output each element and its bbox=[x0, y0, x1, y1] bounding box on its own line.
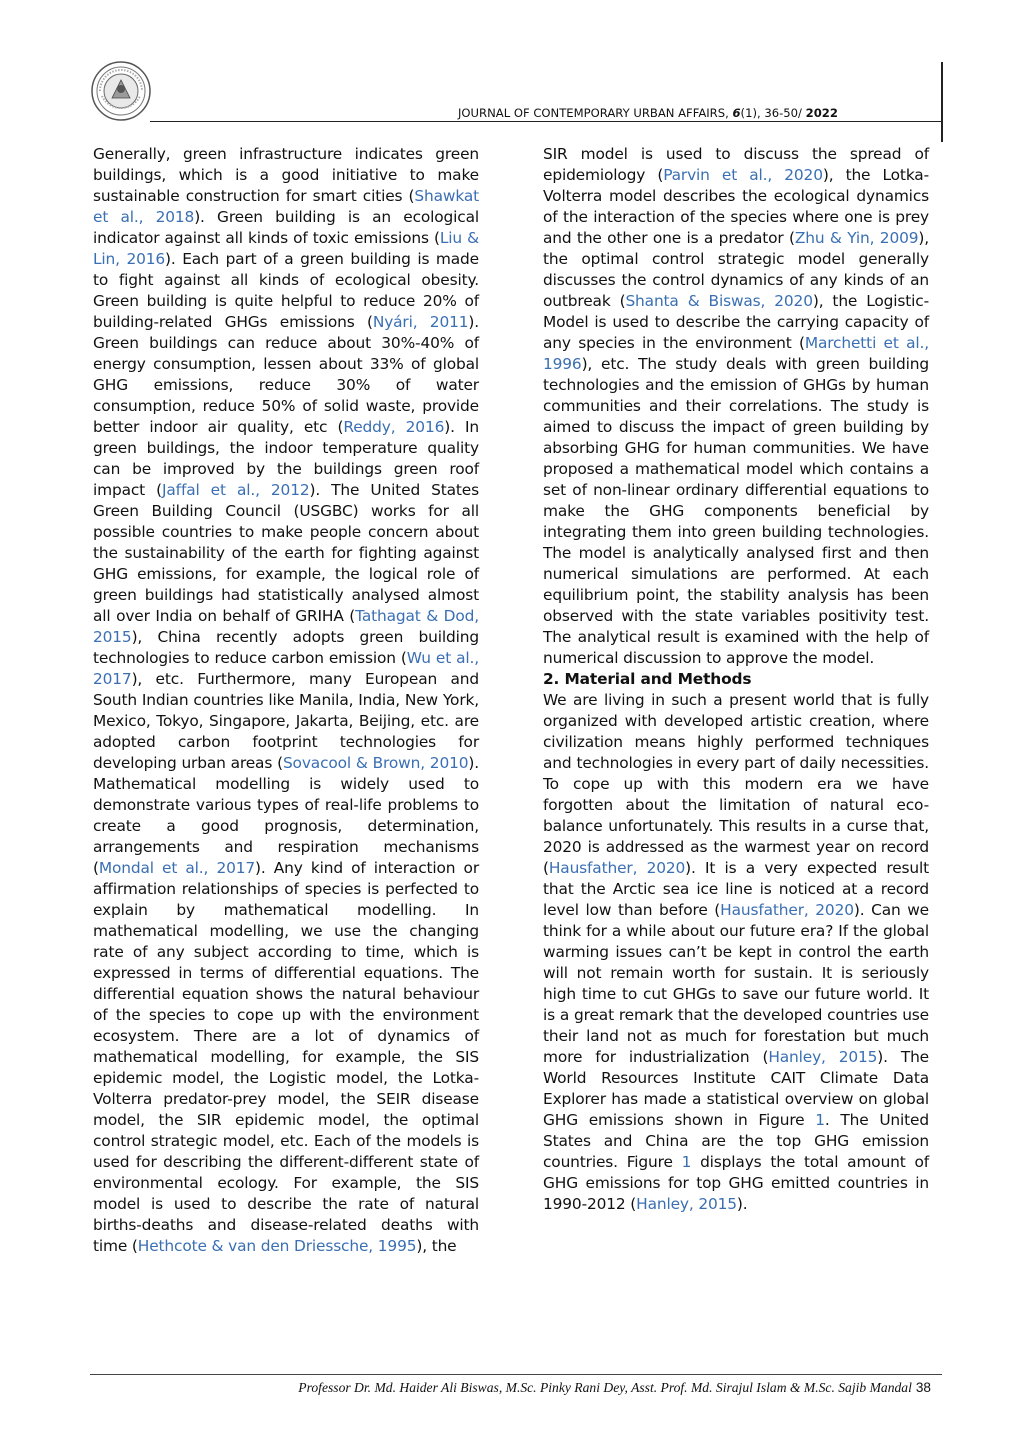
footer-rule bbox=[90, 1374, 942, 1375]
citation-link[interactable]: Hanley, 2015 bbox=[768, 1048, 878, 1066]
citation-link[interactable]: Hethcote & van den Driessche, 1995 bbox=[137, 1237, 417, 1255]
header-rule bbox=[150, 121, 942, 122]
left-column bbox=[93, 144, 479, 1257]
citation-link[interactable]: Liu & Lin, 2016 bbox=[93, 229, 479, 268]
journal-volume: 6 bbox=[732, 106, 741, 120]
citation-link[interactable]: Reddy, 2016 bbox=[343, 418, 445, 436]
citation-link[interactable]: Tathagat & Dod, 2015 bbox=[93, 607, 479, 646]
citation-link[interactable]: Shawkat et al., 2018 bbox=[93, 187, 479, 226]
footer bbox=[298, 1380, 931, 1396]
figure-link[interactable]: 1 bbox=[815, 1111, 825, 1129]
header-vertical-rule bbox=[941, 62, 943, 142]
citation-link[interactable]: Parvin et al., 2020 bbox=[663, 166, 823, 184]
citation-link[interactable]: Hausfather, 2020 bbox=[720, 901, 854, 919]
methods-paragraph: We are living in such a present world that is fully organized with developed artistic creation, where civilization means highly performed techniques and technologies in every part of daily necessities. To cope up with this modern era we have forgotten about the limitation of natural eco-balance unfortunately. This results in a curse that, 2020 is addressed as the warmest year on record (Hausfather, 2020). It is a very expected result that the Arctic sea ice line is noticed at a record level low than before (Hausfather, 2020). Can we think for a while about our future era? If the global warming issues can’t be kept in control the earth will not remain worth for sustain. It is seriously high time to cut GHGs to save our future world. It is a great remark that the developed countries use their land not as much for forestation but much more for industrialization (Hanley, 2015). The World Resources Institute CAIT Climate Data Explorer has made a statistical overview on global GHG emissions shown in Figure 1. The United States and China are the top GHG emission countries. Figure 1 displays the total amount of GHG emissions for top GHG emitted countries in 1990-2012 (Hanley, 2015). bbox=[543, 691, 930, 1213]
citation-link[interactable]: Marchetti et al., 1996 bbox=[543, 334, 929, 373]
citation-link[interactable]: Wu et al., 2017 bbox=[93, 649, 479, 688]
journal-name: JOURNAL OF CONTEMPORARY URBAN AFFAIRS, bbox=[458, 106, 733, 120]
citation-link[interactable]: Hausfather, 2020 bbox=[548, 859, 686, 877]
journal-header bbox=[458, 106, 838, 120]
citation-link[interactable]: Mondal et al., 2017 bbox=[98, 859, 256, 877]
figure-link[interactable]: 1 bbox=[681, 1153, 692, 1171]
right-column bbox=[543, 144, 929, 1215]
footer-authors: Professor Dr. Md. Haider Ali Biswas, M.Sc. Pinky Rani Dey, Asst. Prof. Md. Sirajul Islam & M.Sc. Sajib Mandal bbox=[298, 1380, 912, 1395]
citation-link[interactable]: Shanta & Biswas, 2020 bbox=[625, 292, 813, 310]
models-paragraph: SIR model is used to discuss the spread of epidemiology (Parvin et al., 2020), the Lotka-Volterra model describes the ecological dynamics of the interaction of the species where one is prey and the other one is a predator (Zhu & Yin, 2009), the optimal control strategic model generally discusses the control dynamics of any kinds of an outbreak (Shanta & Biswas, 2020), the Logistic-Model is used to describe the carrying capacity of any species in the environment (Marchetti et al., 1996), etc. The study deals with green building technologies and the emission of GHGs by human communities and their correlations. The study is aimed to discuss the impact of green building by absorbing GHG for human communities. We have proposed a mathematical model which contains a set of non-linear ordinary differential equations to make the GHG components beneficial by integrating them into green building technologies. The model is analytically analysed first and then numerical simulations are performed. At each equilibrium point, the stability analysis has been observed with the state variables positivity test. The analytical result is examined with the help of numerical discussion to approve the model. bbox=[543, 145, 929, 667]
journal-issue-pages: (1), 36-50/ bbox=[740, 106, 806, 120]
journal-seal-logo bbox=[90, 60, 152, 122]
page-number: 38 bbox=[915, 1380, 931, 1395]
intro-paragraph: Generally, green infrastructure indicates green buildings, which is a good initiative to make sustainable construction for smart cities (Shawkat et al., 2018). Green building is an ecological indicator against all kinds of toxic emissions (Liu & Lin, 2016). Each part of a green building is made to fight against all kinds of ecological obesity. Green building is quite helpful to reduce 20% of building-related GHGs emissions (Nyári, 2011). Green buildings can reduce about 30%-40% of energy consumption, lessen about 33% of global GHG emissions, reduce 30% of water consumption, reduce 50% of solid waste, provide better indoor air quality, etc (Reddy, 2016). In green buildings, the indoor temperature quality can be improved by the buildings green roof impact (Jaffal et al., 2012). The United States Green Building Council (USGBC) works for all possible countries to make people concern about the sustainability of the earth for fighting against GHG emissions, for example, the logical role of green buildings had statistically analysed almost all over India on behalf of GRIHA (Tathagat & Dod, 2015), China recently adopts green building technologies to reduce carbon emission (Wu et al., 2017), etc. Furthermore, many European and South Indian countries like Manila, India, New York, Mexico, Tokyo, Singapore, Jakarta, Beijing, etc. are adopted carbon footprint technologies for developing urban areas (Sovacool & Brown, 2010). Mathematical modelling is widely used to demonstrate various types of real-life problems to create a good prognosis, determination, arrangements and respiration mechanisms (Mondal et al., 2017). Any kind of interaction or affirmation relationships of species is perfected to explain by mathematical modelling. In mathematical modelling, we use the changing rate of any subject according to time, which is expressed in terms of differential equations. The differential equation shows the natural behaviour of the species to cope up with the environment ecosystem. There are a lot of dynamics of mathematical modelling, for example, the SIS epidemic model, the Logistic model, the Lotka-Volterra predator-prey model, the SEIR disease model, the SIR epidemic model, the optimal control strategic model, etc. Each of the models is used for describing the different-different state of environmental ecology. For example, the SIS model is used to describe the rate of natural births-deaths and disease-related deaths with time (Hethcote & van den Driessche, 1995), the bbox=[93, 145, 479, 1255]
citation-link[interactable]: Hanley, 2015 bbox=[636, 1195, 737, 1213]
citation-link[interactable]: Sovacool & Brown, 2010 bbox=[282, 754, 469, 772]
citation-link[interactable]: Jaffal et al., 2012 bbox=[162, 481, 310, 499]
citation-link[interactable]: Zhu & Yin, 2009 bbox=[794, 229, 919, 247]
section-heading: 2. Material and Methods bbox=[543, 670, 752, 688]
citation-link[interactable]: Nyári, 2011 bbox=[372, 313, 469, 331]
journal-year: 2022 bbox=[805, 106, 838, 120]
